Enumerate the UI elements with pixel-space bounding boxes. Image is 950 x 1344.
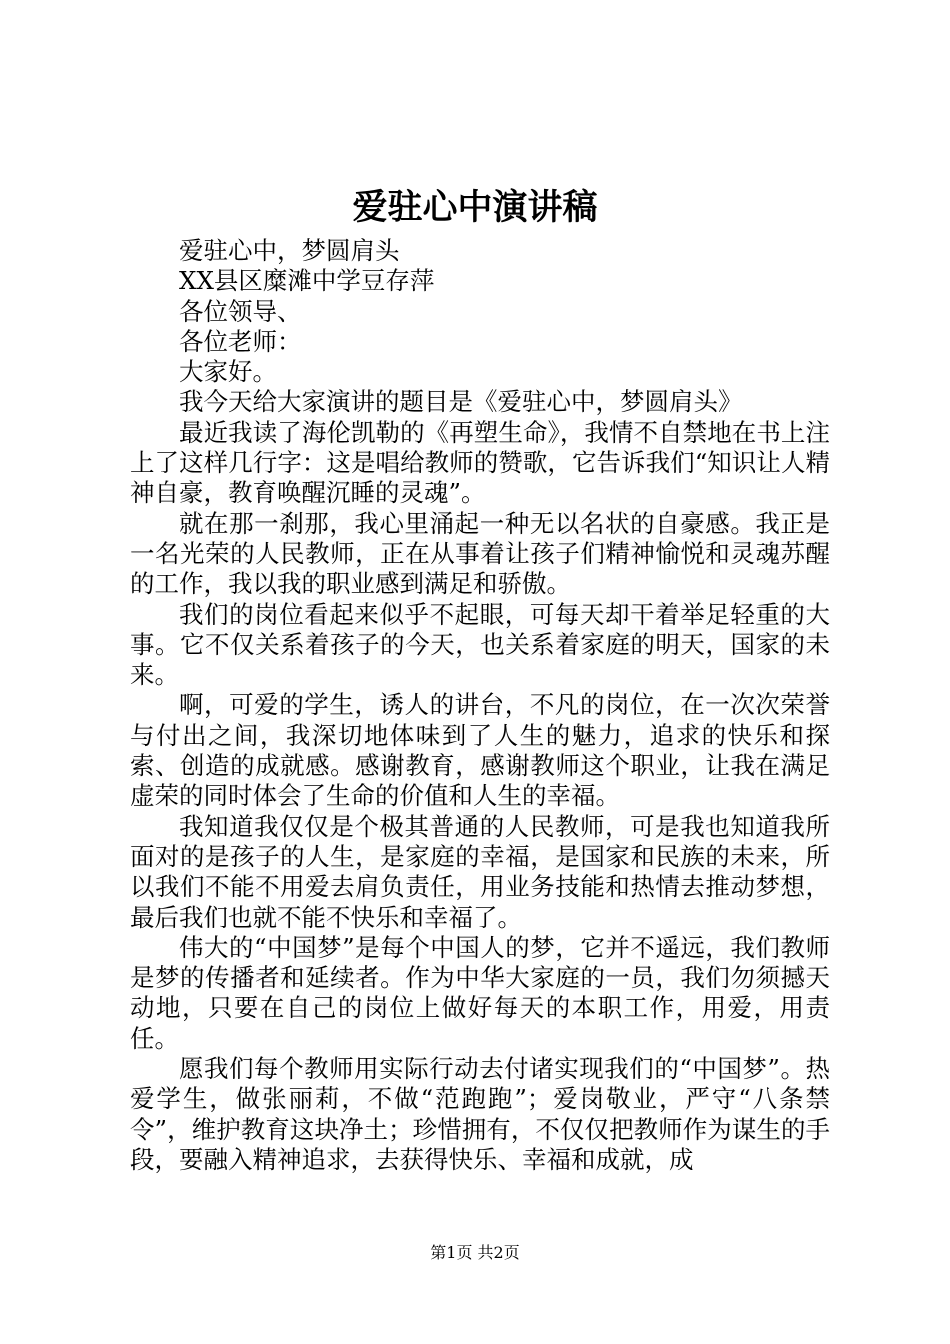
paragraph: 我知道我仅仅是个极其普通的人民教师，可是我也知道我所面对的是孩子的人生，是家庭的幸福，是国家和民族的未来，所以我们不能不用爱去肩负责任，用业务技能和热情去推动梦想，最后我们也就不能不快乐和幸福了。: [130, 811, 830, 932]
paragraph: 爱驻心中，梦圆肩头: [179, 236, 400, 265]
document-title: 爱驻心中演讲稿: [352, 187, 598, 228]
paragraph: 各位领导、: [179, 296, 302, 326]
paragraph: 我今天给大家演讲的题目是《爱驻心中，梦圆肩头》: [179, 387, 743, 417]
paragraph: 就在那一刹那，我心里涌起一种无以名状的自豪感。我正是一名光荣的人民教师，正在从事着让孩子们精神愉悦和灵魂苏醒的工作，我以我的职业感到满足和骄傲。: [130, 508, 830, 599]
paragraph: 啊，可爱的学生，诱人的讲台，不凡的岗位，在一次次荣誉与付出之间，我深切地体味到了人生的魅力，追求的快乐和探索、创造的成就感。感谢教育，感谢教师这个职业，让我在满足虚荣的同时体会了生命的价值和人生的幸福。: [130, 690, 830, 811]
page-number-footer: 第1页 共2页: [430, 1243, 520, 1262]
paragraph: 我们的岗位看起来似乎不起眼，可每天却干着举足轻重的大事。它不仅关系着孩子的今天，也关系着家庭的明天，国家的未来。: [130, 599, 830, 690]
paragraph: 愿我们每个教师用实际行动去付诸实现我们的“中国梦”。热爱学生，做张丽莉，不做“范跑跑”；爱岗敬业，严守“八条禁令”，维护教育这块净土；珍惜拥有，不仅仅把教师作为谋生的手段，要融入精神追求，去获得快乐、幸福和成就，成: [130, 1054, 830, 1174]
paragraph: 伟大的“中国梦”是每个中国人的梦，它并不遥远，我们教师是梦的传播者和延续者。作为中华大家庭的一员，我们勿须撼天动地，只要在自己的岗位上做好每天的本职工作，用爱，用责任。: [130, 932, 830, 1053]
paragraph: 最近我读了海伦凯勒的《再塑生命》，我情不自禁地在书上注上了这样几行字：这是唱给教师的赞歌，它告诉我们“知识让人精神自豪，教育唤醒沉睡的灵魂”。: [130, 417, 830, 508]
document-body: [130, 236, 830, 1175]
paragraph: 各位老师：: [179, 326, 302, 356]
paragraph: XX县区糜滩中学豆存萍: [179, 266, 435, 296]
paragraph: 大家好。: [179, 357, 277, 387]
